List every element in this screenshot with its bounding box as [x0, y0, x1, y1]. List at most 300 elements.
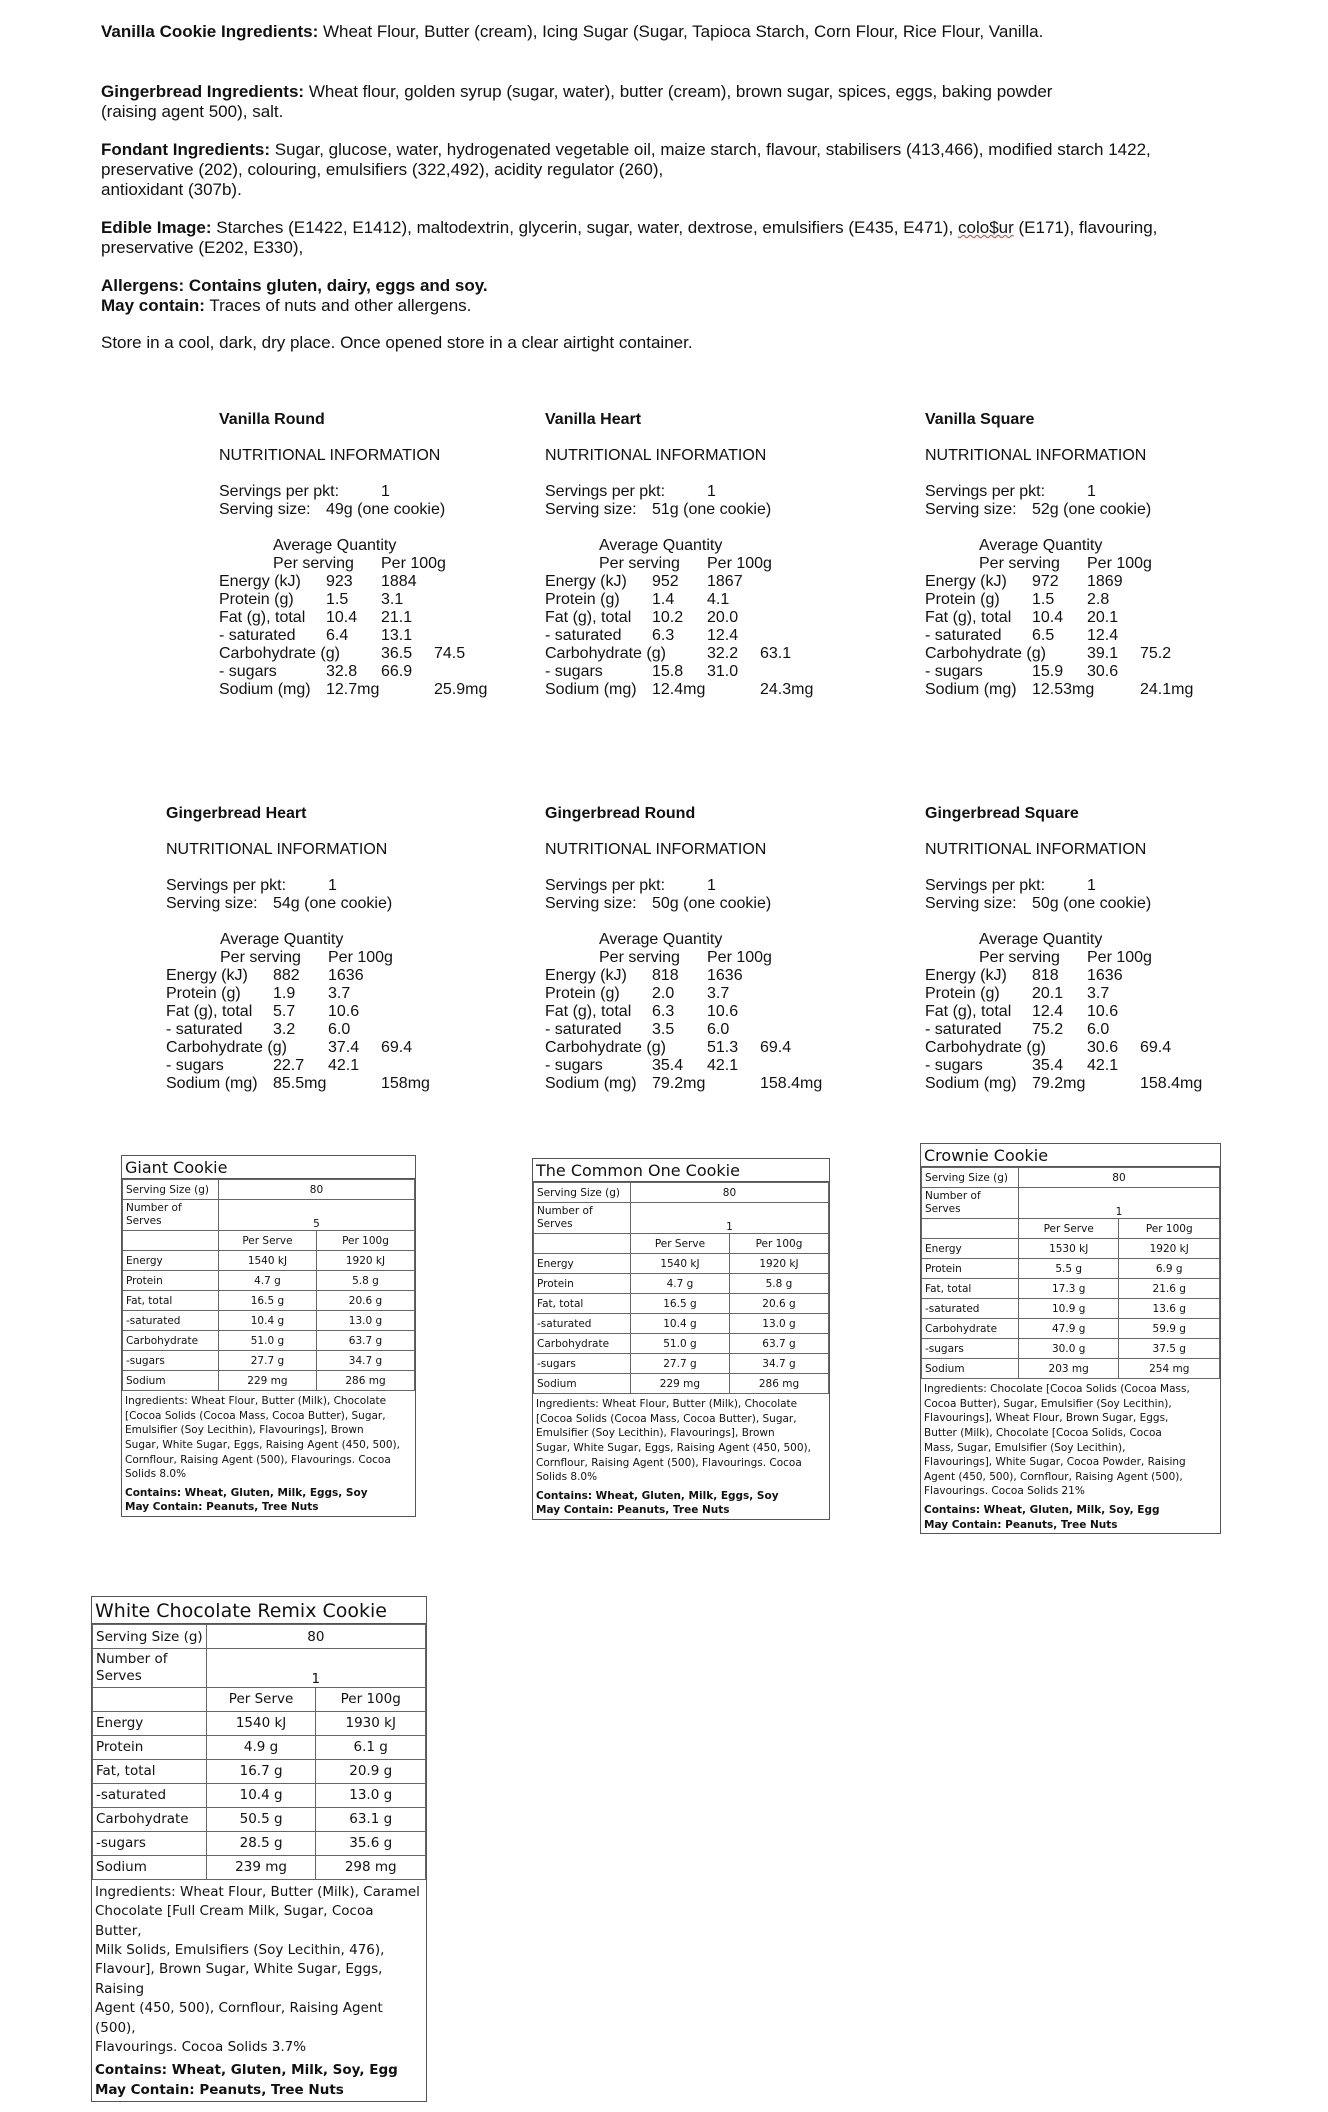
- per-100g-value: 63.1 g: [316, 1807, 426, 1831]
- per-100g-header: Per 100g: [1087, 949, 1152, 966]
- per-100g-header: Per 100g: [1087, 555, 1152, 572]
- per-serve-value: 10.4 g: [218, 1311, 316, 1331]
- column-header-row: [123, 1231, 415, 1251]
- nutrient-label: Fat, total: [123, 1291, 219, 1311]
- may-contain-text: May Contain: Peanuts, Tree Nuts: [125, 1501, 319, 1514]
- nutrient-label: Sodium (mg): [545, 1075, 637, 1092]
- ingredients-line: Flavourings. Cocoa Solids 3.7%: [95, 2039, 307, 2055]
- per-100g-value: 63.7 g: [316, 1331, 414, 1351]
- nutrient-label: Protein: [922, 1259, 1019, 1279]
- per-100g-value: 254 mg: [1119, 1359, 1220, 1379]
- may-contain-label: May contain:: [101, 296, 205, 315]
- per-100g-value: 12.4: [1087, 627, 1119, 644]
- per-100g-value: 2.8: [1087, 591, 1110, 608]
- nutrient-label: Carbohydrate: [922, 1319, 1019, 1339]
- nutrient-row: [545, 663, 885, 681]
- per-serving-value: 6.3: [652, 627, 675, 644]
- per-100g-header: Per 100g: [707, 949, 772, 966]
- per-serving-value: 10.2: [652, 609, 684, 626]
- nutrient-row: [534, 1294, 829, 1314]
- servings-label: Servings per pkt:: [166, 877, 287, 894]
- per-serving-value: 952: [652, 573, 679, 590]
- nutrient-row: [534, 1374, 829, 1394]
- fondant-ingredients: [101, 140, 1151, 200]
- per-100g-value: 42.1: [328, 1057, 360, 1074]
- nutrient-label: Sodium: [123, 1371, 219, 1391]
- ingredients-line: Milk Solids, Emulsifiers (Soy Lecithin, 476),: [95, 1941, 385, 1958]
- per-serve-value: 47.9 g: [1018, 1319, 1119, 1339]
- label-title: White Chocolate Remix Cookie: [92, 1597, 426, 1624]
- nutrient-label: Energy: [534, 1254, 631, 1274]
- average-quantity-label: Average Quantity: [979, 931, 1103, 948]
- per-100g-value: 13.6 g: [1119, 1299, 1220, 1319]
- nutrient-row: [166, 1057, 506, 1075]
- nutrient-row: [545, 681, 885, 699]
- per-serve-header: Per Serve: [630, 1234, 729, 1254]
- nutrient-row: [925, 1057, 1265, 1075]
- per-100g-value: 158.4mg: [760, 1075, 823, 1092]
- nutrient-row: [925, 591, 1265, 609]
- nutrient-label: Fat, total: [534, 1294, 631, 1314]
- panel-subtitle: NUTRITIONAL INFORMATION: [166, 841, 388, 858]
- per-serving-value: 12.7mg: [326, 681, 380, 698]
- nutrient-row: [545, 1075, 885, 1093]
- nutrient-label: Sodium (mg): [166, 1075, 258, 1092]
- per-100g-value: 24.3mg: [760, 681, 814, 698]
- nutrition-label-box: [532, 1158, 830, 1520]
- average-quantity-label: Average Quantity: [599, 931, 723, 948]
- per-100g-value: 20.6 g: [729, 1294, 828, 1314]
- per-serve-value: 239 mg: [206, 1855, 316, 1879]
- panel-subtitle: NUTRITIONAL INFORMATION: [219, 447, 441, 464]
- nutrient-row: [545, 985, 885, 1003]
- per-serving-value: 882: [273, 967, 300, 984]
- per-100g-value: 6.0: [1087, 1021, 1110, 1038]
- ingredients-line: Cornflour, Raising Agent (500), Flavourings. Cocoa: [536, 1456, 802, 1469]
- nutrient-row: [922, 1339, 1220, 1359]
- per-serve-value: 10.4 g: [206, 1783, 316, 1807]
- nutrient-label: Energy: [93, 1711, 207, 1735]
- serving-size-row: [534, 1183, 829, 1203]
- ingredients-text: [533, 1394, 829, 1519]
- serves-label-line1: Number of: [126, 1202, 182, 1214]
- nutrient-label: Fat, total: [93, 1759, 207, 1783]
- nutrient-label: -sugars: [534, 1354, 631, 1374]
- nutrient-label: Fat (g), total: [925, 609, 1012, 626]
- nutrition-table: [533, 1182, 829, 1394]
- serving-size-value: 80: [206, 1625, 425, 1649]
- nutrient-row: [925, 609, 1265, 627]
- ingredients-line: Solids 8.0%: [125, 1468, 187, 1481]
- serving-size-label: Serving Size (g): [93, 1625, 207, 1649]
- nutrient-label: Protein: [93, 1735, 207, 1759]
- serves-row: [922, 1188, 1220, 1219]
- nutrient-label: Fat (g), total: [219, 609, 306, 626]
- contains-text: Contains: Wheat, Gluten, Milk, Eggs, Soy: [125, 1486, 368, 1499]
- serving-size-row: [93, 1625, 426, 1649]
- nutrient-row: [925, 645, 1265, 663]
- nutrient-row: [166, 967, 506, 985]
- nutrient-label: Energy (kJ): [925, 967, 1007, 984]
- per-serve-header: Per Serve: [206, 1687, 316, 1711]
- serves-row: [123, 1200, 415, 1231]
- nutrient-label: Protein: [534, 1274, 631, 1294]
- nutrient-label: - saturated: [219, 627, 296, 644]
- per-serving-value: 35.4: [652, 1057, 684, 1074]
- ingredients-line: Emulsifier (Soy Lecithin), Flavourings], Brown: [536, 1427, 775, 1440]
- per-100g-header: Per 100g: [1119, 1219, 1220, 1239]
- per-serving-value: 15.8: [652, 663, 684, 680]
- nutrient-row: [219, 627, 559, 645]
- ingredients-line: Sugar, White Sugar, Eggs, Raising Agent (450, 500),: [536, 1442, 811, 1455]
- per-100g-value: 1920 kJ: [316, 1251, 414, 1271]
- serves-value: 1: [1018, 1188, 1219, 1219]
- serving-size-value: 49g (one cookie): [326, 501, 446, 518]
- serving-size-label: Serving size:: [219, 501, 311, 518]
- servings-label: Servings per pkt:: [925, 877, 1046, 894]
- nutrient-label: Protein (g): [925, 591, 1000, 608]
- serves-label-line2: Serves: [96, 1667, 142, 1684]
- serves-label-line1: Number of: [925, 1190, 981, 1202]
- serving-size-value: 54g (one cookie): [273, 895, 393, 912]
- per-serving-value: 79.2mg: [652, 1075, 706, 1092]
- nutrient-label: -sugars: [922, 1339, 1019, 1359]
- nutrition-label-box: [91, 1596, 427, 2102]
- average-quantity-label: Average Quantity: [979, 537, 1103, 554]
- nutrient-row: [925, 1021, 1265, 1039]
- nutrient-label: Carbohydrate: [93, 1807, 207, 1831]
- nutrient-label: Fat (g), total: [166, 1003, 253, 1020]
- vanilla-ingredients-label: Vanilla Cookie Ingredients:: [101, 22, 319, 41]
- nutrient-label: Carbohydrate (g): [545, 645, 666, 662]
- nutrient-row: [534, 1334, 829, 1354]
- serving-size-label: Serving size:: [925, 501, 1017, 518]
- nutrient-row: [93, 1759, 426, 1783]
- per-serve-value: 1540 kJ: [206, 1711, 316, 1735]
- nutrient-row: [925, 627, 1265, 645]
- per-serving-header: Per serving: [220, 949, 301, 966]
- per-serving-value: 30.6: [1087, 1039, 1119, 1056]
- may-contain-text: Traces of nuts and other allergens.: [204, 296, 472, 315]
- label-title: Giant Cookie: [122, 1156, 415, 1179]
- per-100g-value: 63.7 g: [729, 1334, 828, 1354]
- gingerbread-ingredients-text: Wheat flour, golden syrup (sugar, water), butter (cream), brown sugar, spices, eggs, baking powder: [304, 82, 1053, 101]
- serving-size-label: Serving size:: [166, 895, 258, 912]
- gingerbread-ingredients-text-2: (raising agent 500), salt.: [101, 102, 284, 121]
- average-quantity-label: Average Quantity: [273, 537, 397, 554]
- blank-header: [123, 1231, 219, 1251]
- panel-subtitle: NUTRITIONAL INFORMATION: [925, 841, 1147, 858]
- per-serve-value: 1540 kJ: [630, 1254, 729, 1274]
- ingredients-line: Agent (450, 500), Cornflour, Raising Agent (500),: [924, 1470, 1183, 1483]
- nutrient-row: [219, 645, 559, 663]
- edible-image-label: Edible Image:: [101, 218, 212, 237]
- per-serve-value: 27.7 g: [630, 1354, 729, 1374]
- per-100g-value: 1636: [1087, 967, 1123, 984]
- per-serving-value: 36.5: [381, 645, 413, 662]
- nutrient-label: -sugars: [123, 1351, 219, 1371]
- contains-text: Contains: Wheat, Gluten, Milk, Soy, Egg: [95, 2062, 398, 2079]
- per-serving-value: 12.4mg: [652, 681, 706, 698]
- per-serving-value: 6.5: [1032, 627, 1055, 644]
- per-100g-header: Per 100g: [381, 555, 446, 572]
- nutrient-row: [922, 1279, 1220, 1299]
- nutrient-row: [123, 1291, 415, 1311]
- nutrient-label: Protein: [123, 1271, 219, 1291]
- per-serving-value: 6.4: [326, 627, 349, 644]
- nutrient-label: Protein (g): [545, 591, 620, 608]
- per-100g-value: 20.1: [1087, 609, 1119, 626]
- per-100g-value: 25.9mg: [434, 681, 488, 698]
- per-100g-value: 20.9 g: [316, 1759, 426, 1783]
- panel-subtitle: NUTRITIONAL INFORMATION: [545, 841, 767, 858]
- ingredients-line: Agent (450, 500), Cornflour, Raising Agent (500),: [95, 2000, 383, 2036]
- vanilla-ingredients: [101, 22, 1043, 42]
- panel-title: Vanilla Round: [219, 411, 325, 428]
- edible-image-text-2: preservative (E202, E330),: [101, 238, 304, 257]
- serves-label: [93, 1649, 207, 1688]
- nutrient-label: -saturated: [534, 1314, 631, 1334]
- nutrient-row: [93, 1855, 426, 1879]
- per-100g-value: 69.4: [1140, 1039, 1172, 1056]
- servings-label: Servings per pkt:: [545, 483, 666, 500]
- serving-size-label: Serving size:: [545, 501, 637, 518]
- per-100g-value: 34.7 g: [316, 1351, 414, 1371]
- blank-header: [534, 1234, 631, 1254]
- ingredients-text: [122, 1391, 415, 1516]
- ingredients-line: Emulsifier (Soy Lecithin), Flavourings], Brown: [125, 1424, 364, 1437]
- per-serve-value: 203 mg: [1018, 1359, 1119, 1379]
- nutrient-label: Protein (g): [545, 985, 620, 1002]
- nutrient-row: [922, 1319, 1220, 1339]
- vanilla-ingredients-text: Wheat Flour, Butter (cream), Icing Sugar (Sugar, Tapioca Starch, Corn Flour, Rice Flour, Vanilla.: [318, 22, 1044, 41]
- nutrient-label: Energy (kJ): [925, 573, 1007, 590]
- per-serve-value: 51.0 g: [218, 1331, 316, 1351]
- nutrient-label: - sugars: [925, 1057, 983, 1074]
- per-serving-value: 2.0: [652, 985, 675, 1002]
- allergens-text: Allergens: Contains gluten, dairy, eggs and soy.: [101, 276, 488, 295]
- nutrient-label: Carbohydrate: [123, 1331, 219, 1351]
- nutrient-label: - saturated: [545, 1021, 622, 1038]
- nutrient-label: Sodium: [93, 1855, 207, 1879]
- per-100g-value: 66.9: [381, 663, 413, 680]
- per-100g-value: 286 mg: [729, 1374, 828, 1394]
- nutrient-label: Carbohydrate (g): [925, 1039, 1046, 1056]
- per-serve-value: 229 mg: [630, 1374, 729, 1394]
- per-100g-value: 158.4mg: [1140, 1075, 1203, 1092]
- per-serving-value: 20.1: [1032, 985, 1064, 1002]
- nutrient-row: [925, 985, 1265, 1003]
- nutrient-row: [545, 1003, 885, 1021]
- ingredients-text: [921, 1379, 1220, 1533]
- nutrient-row: [545, 627, 885, 645]
- per-serving-header: Per serving: [273, 555, 354, 572]
- storage-instructions: Store in a cool, dark, dry place. Once opened store in a clear airtight container.: [101, 333, 693, 352]
- per-serving-header: Per serving: [599, 949, 680, 966]
- per-100g-header: Per 100g: [328, 949, 393, 966]
- nutrient-row: [925, 967, 1265, 985]
- serving-size-value: 80: [1018, 1168, 1219, 1188]
- edible-image-text: Starches (E1422, E1412), maltodextrin, glycerin, sugar, water, dextrose, emulsifiers (E435, E471),: [211, 218, 959, 237]
- per-serving-value: 5.7: [273, 1003, 296, 1020]
- nutrient-label: Carbohydrate (g): [545, 1039, 666, 1056]
- per-serving-value: 1.4: [652, 591, 675, 608]
- fondant-ingredients-text: Sugar, glucose, water, hydrogenated vegetable oil, maize starch, flavour, stabilisers (413,466), modified starch 1422,: [270, 140, 1151, 159]
- ingredients-line: [Cocoa Solids (Cocoa Mass, Cocoa Butter), Sugar,: [125, 1409, 386, 1422]
- nutrition-label-box: [920, 1143, 1221, 1534]
- per-100g-value: 1636: [328, 967, 364, 984]
- nutrient-label: - sugars: [219, 663, 277, 680]
- servings-value: 1: [1087, 483, 1096, 500]
- nutrient-label: Carbohydrate (g): [925, 645, 1046, 662]
- label-title: Crownie Cookie: [921, 1144, 1220, 1167]
- per-serve-value: 27.7 g: [218, 1351, 316, 1371]
- nutrient-label: Sodium (mg): [925, 681, 1017, 698]
- per-100g-value: 35.6 g: [316, 1831, 426, 1855]
- nutrient-label: - sugars: [166, 1057, 224, 1074]
- per-100g-value: 5.8 g: [316, 1271, 414, 1291]
- ingredients-line: Flavourings], White Sugar, Cocoa Powder, Raising: [924, 1456, 1186, 1469]
- ingredients-line: Ingredients: Wheat Flour, Butter (Milk), Chocolate: [536, 1398, 798, 1411]
- panel-title: Gingerbread Square: [925, 805, 1079, 822]
- per-100g-value: 6.0: [707, 1021, 730, 1038]
- panel-title: Gingerbread Heart: [166, 805, 307, 822]
- per-serving-value: 818: [652, 967, 679, 984]
- ingredients-line: Ingredients: Wheat Flour, Butter (Milk), Chocolate: [125, 1395, 387, 1408]
- nutrient-row: [93, 1735, 426, 1759]
- serves-value: 1: [630, 1203, 828, 1234]
- nutrient-label: Protein (g): [219, 591, 294, 608]
- serving-size-value: 52g (one cookie): [1032, 501, 1152, 518]
- nutrient-label: Sodium (mg): [925, 1075, 1017, 1092]
- ingredients-line: Cornflour, Raising Agent (500), Flavourings. Cocoa: [125, 1453, 391, 1466]
- serving-size-label: Serving Size (g): [123, 1180, 219, 1200]
- per-100g-value: 13.0 g: [316, 1311, 414, 1331]
- label-title: The Common One Cookie: [533, 1159, 829, 1182]
- per-serve-value: 50.5 g: [206, 1807, 316, 1831]
- nutrient-row: [922, 1359, 1220, 1379]
- per-100g-value: 12.4: [707, 627, 739, 644]
- per-serve-value: 4.7 g: [630, 1274, 729, 1294]
- per-100g-value: 13.1: [381, 627, 413, 644]
- blank-header: [93, 1687, 207, 1711]
- per-100g-value: 1869: [1087, 573, 1123, 590]
- ingredients-line: Flavourings. Cocoa Solids 21%: [924, 1485, 1085, 1498]
- ingredients-line: [Cocoa Solids (Cocoa Mass, Cocoa Butter), Sugar,: [536, 1412, 797, 1425]
- nutrient-row: [925, 1003, 1265, 1021]
- per-serve-value: 5.5 g: [1018, 1259, 1119, 1279]
- panel-title: Gingerbread Round: [545, 805, 696, 822]
- per-100g-value: 1636: [707, 967, 743, 984]
- serving-size-value: 80: [218, 1180, 414, 1200]
- nutrient-row: [925, 573, 1265, 591]
- nutrient-row: [123, 1251, 415, 1271]
- panel-subtitle: NUTRITIONAL INFORMATION: [545, 447, 767, 464]
- nutrition-table: [921, 1167, 1220, 1379]
- per-serving-value: 12.4: [1032, 1003, 1064, 1020]
- per-serving-value: 75.2: [1032, 1021, 1064, 1038]
- per-100g-value: 21.1: [381, 609, 413, 626]
- nutrient-label: - sugars: [545, 1057, 603, 1074]
- nutrient-label: Fat, total: [922, 1279, 1019, 1299]
- per-100g-value: 1884: [381, 573, 417, 590]
- per-serving-value: 85.5mg: [273, 1075, 327, 1092]
- may-contain-text: May Contain: Peanuts, Tree Nuts: [536, 1504, 730, 1517]
- per-serve-value: 28.5 g: [206, 1831, 316, 1855]
- serves-label: [534, 1203, 631, 1234]
- servings-value: 1: [328, 877, 337, 894]
- nutrient-row: [166, 985, 506, 1003]
- nutrient-row: [123, 1271, 415, 1291]
- nutrient-row: [219, 681, 559, 699]
- per-100g-value: 4.1: [707, 591, 730, 608]
- serves-label: [123, 1200, 219, 1231]
- nutrient-row: [925, 1075, 1265, 1093]
- per-serve-value: 1530 kJ: [1018, 1239, 1119, 1259]
- per-100g-value: 42.1: [707, 1057, 739, 1074]
- nutrient-row: [925, 681, 1265, 699]
- nutrient-row: [166, 1003, 506, 1021]
- per-serving-value: 818: [1032, 967, 1059, 984]
- serving-size-value: 80: [630, 1183, 828, 1203]
- per-100g-value: 1867: [707, 573, 743, 590]
- serving-size-value: 51g (one cookie): [652, 501, 772, 518]
- per-serving-value: 3.5: [652, 1021, 675, 1038]
- nutrient-row: [545, 609, 885, 627]
- per-serving-value: 1.9: [273, 985, 296, 1002]
- nutrient-row: [534, 1274, 829, 1294]
- nutrient-row: [545, 573, 885, 591]
- nutrient-row: [123, 1351, 415, 1371]
- per-serve-value: 1540 kJ: [218, 1251, 316, 1271]
- fondant-ingredients-text-2: preservative (202), colouring, emulsifiers (322,492), acidity regulator (260),: [101, 160, 664, 179]
- average-quantity-label: Average Quantity: [599, 537, 723, 554]
- serving-size-value: 50g (one cookie): [652, 895, 772, 912]
- nutrient-row: [545, 591, 885, 609]
- per-100g-value: 13.0 g: [729, 1314, 828, 1334]
- serving-size-label: Serving size:: [925, 895, 1017, 912]
- nutrient-row: [166, 1039, 506, 1057]
- ingredients-line: Flavour], Brown Sugar, White Sugar, Eggs, Raising: [95, 1961, 383, 1997]
- per-100g-header: Per 100g: [316, 1687, 426, 1711]
- nutrient-label: Carbohydrate (g): [219, 645, 340, 662]
- per-serve-value: 4.7 g: [218, 1271, 316, 1291]
- fondant-ingredients-label: Fondant Ingredients:: [101, 140, 271, 159]
- nutrient-row: [219, 573, 559, 591]
- per-100g-value: 6.1 g: [316, 1735, 426, 1759]
- per-100g-value: 20.6 g: [316, 1291, 414, 1311]
- per-100g-value: 1930 kJ: [316, 1711, 426, 1735]
- nutrient-row: [534, 1254, 829, 1274]
- servings-label: Servings per pkt:: [545, 877, 666, 894]
- per-100g-value: 298 mg: [316, 1855, 426, 1879]
- per-serving-value: 1.5: [1032, 591, 1055, 608]
- nutrient-label: - saturated: [545, 627, 622, 644]
- per-serving-value: 35.4: [1032, 1057, 1064, 1074]
- may-contain-text: May Contain: Peanuts, Tree Nuts: [924, 1518, 1118, 1531]
- ingredients-line: Ingredients: Wheat Flour, Butter (Milk), Caramel: [95, 1883, 420, 1900]
- per-100g-value: 37.5 g: [1119, 1339, 1220, 1359]
- per-100g-value: 59.9 g: [1119, 1319, 1220, 1339]
- per-100g-header: Per 100g: [729, 1234, 828, 1254]
- serves-row: [534, 1203, 829, 1234]
- nutrient-row: [534, 1314, 829, 1334]
- per-100g-value: 6.0: [328, 1021, 351, 1038]
- servings-value: 1: [1087, 877, 1096, 894]
- serves-label-line1: Number of: [537, 1205, 593, 1217]
- nutrient-label: Energy (kJ): [219, 573, 301, 590]
- per-serve-value: 16.5 g: [218, 1291, 316, 1311]
